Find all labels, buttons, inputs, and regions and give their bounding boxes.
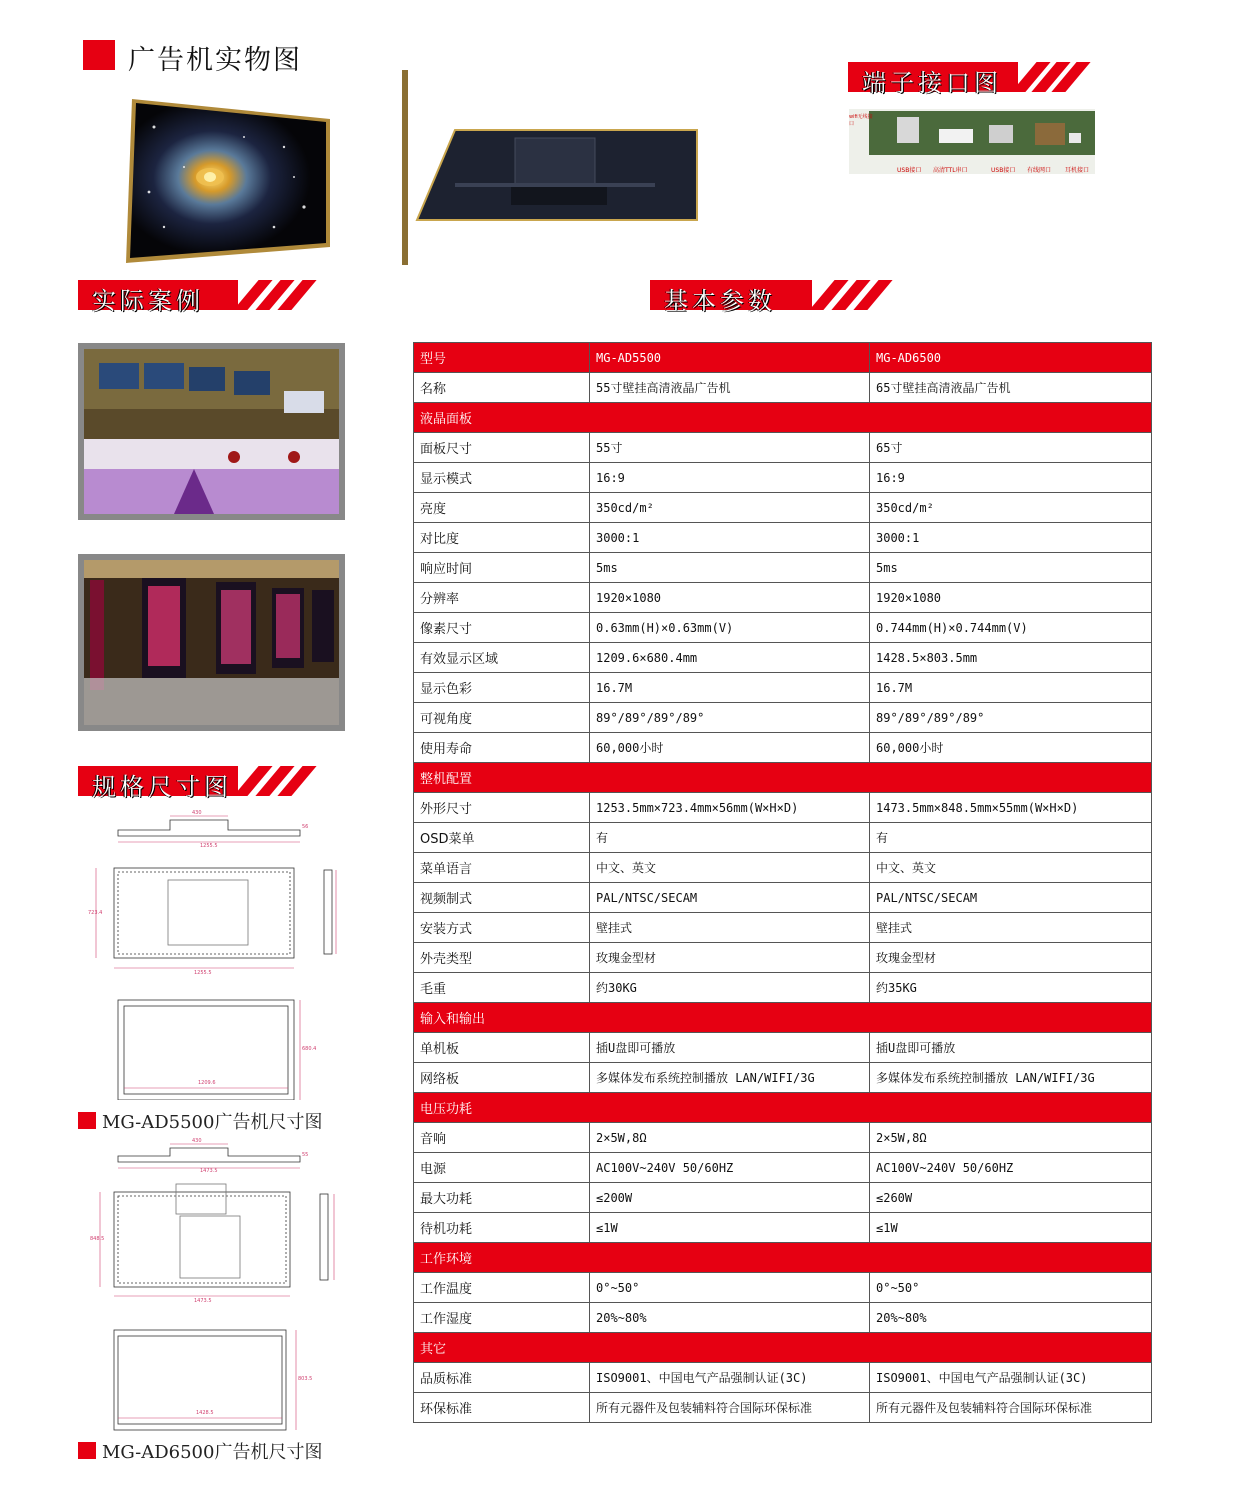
header-cell: MG-AD6500 [870, 343, 1152, 373]
param-value-cell: 5ms [590, 553, 870, 583]
param-value-cell: 壁挂式 [590, 913, 870, 943]
port-label: USB接口 [991, 167, 1016, 174]
param-value-cell: 1428.5×803.5mm [870, 643, 1152, 673]
param-value-cell: 55寸壁挂高清液晶广告机 [590, 373, 870, 403]
dimensions-banner [78, 766, 238, 801]
param-value-cell: 350cd/m² [870, 493, 1152, 523]
param-value-cell: PAL/NTSC/SECAM [590, 883, 870, 913]
param-value-cell: 16:9 [590, 463, 870, 493]
dim-label: 723.4 [88, 910, 103, 916]
param-value-cell: 壁挂式 [870, 913, 1152, 943]
port-label: USB接口 [897, 167, 922, 174]
param-value-cell: 约30KG [590, 973, 870, 1003]
section-label: 输入和输出 [414, 1003, 1152, 1033]
param-name-cell: 显示模式 [414, 463, 590, 493]
table-section-row [414, 403, 1152, 433]
cases-banner [78, 280, 238, 315]
param-name-cell: 有效显示区域 [414, 643, 590, 673]
port-label: wifi无线接口 [849, 114, 873, 127]
param-name-cell: 可视角度 [414, 703, 590, 733]
param-value-cell: AC100V~240V 50/60HZ [590, 1153, 870, 1183]
port-label: 耳机接口 [1065, 167, 1090, 174]
param-value-cell: PAL/NTSC/SECAM [870, 883, 1152, 913]
param-value-cell: 约35KG [870, 973, 1152, 1003]
section-label: 电压功耗 [414, 1093, 1152, 1123]
param-name-cell: 工作湿度 [414, 1303, 590, 1333]
table-row [414, 1153, 1152, 1183]
param-value-cell: 2×5W,8Ω [870, 1123, 1152, 1153]
table-row [414, 553, 1152, 583]
product-photo-front [124, 97, 332, 265]
param-name-cell: 毛重 [414, 973, 590, 1003]
dimensions-title: 规格尺寸图 [92, 773, 232, 801]
param-value-cell: 多媒体发布系统控制播放 LAN/WIFI/3G [590, 1063, 870, 1093]
table-row [414, 463, 1152, 493]
param-value-cell: 中文、英文 [870, 853, 1152, 883]
table-row [414, 943, 1152, 973]
param-value-cell: 89°/89°/89°/89° [870, 703, 1152, 733]
table-section-row [414, 763, 1152, 793]
param-name-cell: 品质标准 [414, 1363, 590, 1393]
param-name-cell: 外形尺寸 [414, 793, 590, 823]
param-value-cell: 1253.5mm×723.4mm×56mm(W×H×D) [590, 793, 870, 823]
param-value-cell: ≤200W [590, 1183, 870, 1213]
table-row [414, 643, 1152, 673]
param-name-cell: 分辨率 [414, 583, 590, 613]
dim-label: 803.5 [298, 1376, 313, 1382]
caption-marker [78, 1442, 96, 1459]
param-value-cell: 20%~80% [590, 1303, 870, 1333]
table-row [414, 1033, 1152, 1063]
caption-marker [78, 1112, 96, 1129]
param-value-cell: 16.7M [870, 673, 1152, 703]
dim-label: 1473.5 [194, 1298, 212, 1304]
ad6500-dimension-drawings [88, 1140, 358, 1435]
table-row [414, 433, 1152, 463]
param-name-cell: 使用寿命 [414, 733, 590, 763]
table-row [414, 613, 1152, 643]
table-row [414, 973, 1152, 1003]
table-section-row [414, 1003, 1152, 1033]
param-value-cell: 65寸壁挂高清液晶广告机 [870, 373, 1152, 403]
terminal-board-photo [849, 109, 1095, 174]
title-marker [83, 40, 115, 70]
param-name-cell: 对比度 [414, 523, 590, 553]
param-value-cell: 有 [870, 823, 1152, 853]
param-value-cell: 16.7M [590, 673, 870, 703]
terminal-interface-banner [848, 62, 1018, 97]
table-row [414, 493, 1152, 523]
param-name-cell: 音响 [414, 1123, 590, 1153]
param-value-cell: ISO9001、中国电气产品强制认证(3C) [870, 1363, 1152, 1393]
params-title: 基本参数 [664, 287, 776, 315]
section-label: 工作环境 [414, 1243, 1152, 1273]
table-row [414, 373, 1152, 403]
table-row [414, 1273, 1152, 1303]
param-name-cell: 电源 [414, 1153, 590, 1183]
param-value-cell: 2×5W,8Ω [590, 1123, 870, 1153]
dim-label: 430 [192, 1138, 202, 1144]
param-name-cell: 视频制式 [414, 883, 590, 913]
section-label: 其它 [414, 1333, 1152, 1363]
table-row [414, 1213, 1152, 1243]
table-row [414, 1123, 1152, 1153]
dim-label: 1255.5 [194, 970, 212, 976]
table-row [414, 823, 1152, 853]
table-row [414, 1183, 1152, 1213]
table-row [414, 883, 1152, 913]
param-value-cell: 3000:1 [590, 523, 870, 553]
param-name-cell: 安装方式 [414, 913, 590, 943]
param-value-cell: 350cd/m² [590, 493, 870, 523]
spec-table-body [414, 343, 1152, 1423]
ad5500-dimension-drawings [88, 810, 358, 1100]
dim-label: 1209.6 [198, 1080, 216, 1086]
dim-label: 1428.5 [196, 1410, 214, 1416]
param-value-cell: 5ms [870, 553, 1152, 583]
terminal-interface-title: 端子接口图 [862, 69, 1002, 97]
table-row [414, 733, 1152, 763]
param-name-cell: 显示色彩 [414, 673, 590, 703]
param-name-cell: 外壳类型 [414, 943, 590, 973]
param-value-cell: ≤1W [870, 1213, 1152, 1243]
param-value-cell: 20%~80% [870, 1303, 1152, 1333]
port-label: 有线网口 [1027, 167, 1052, 174]
param-name-cell: 工作温度 [414, 1273, 590, 1303]
spec-table [413, 342, 1152, 1423]
table-row [414, 1063, 1152, 1093]
dim-label: 55 [302, 1152, 309, 1158]
param-name-cell: 响应时间 [414, 553, 590, 583]
params-banner [650, 280, 812, 315]
param-value-cell: 60,000小时 [590, 733, 870, 763]
table-row [414, 913, 1152, 943]
table-section-row [414, 1243, 1152, 1273]
param-value-cell: ≤260W [870, 1183, 1152, 1213]
param-value-cell: 65寸 [870, 433, 1152, 463]
table-row [414, 1303, 1152, 1333]
dim-label: 680.4 [302, 1046, 317, 1052]
param-value-cell: 玫瑰金型材 [590, 943, 870, 973]
param-name-cell: 名称 [414, 373, 590, 403]
param-name-cell: 菜单语言 [414, 853, 590, 883]
dim-label: 1255.5 [200, 843, 218, 849]
param-value-cell: 0.744mm(H)×0.744mm(V) [870, 613, 1152, 643]
param-value-cell: 插U盘即可播放 [870, 1033, 1152, 1063]
param-name-cell: 面板尺寸 [414, 433, 590, 463]
table-row [414, 793, 1152, 823]
product-side-edge [402, 70, 408, 265]
port-label: 高清TTL串口 [933, 167, 968, 174]
param-value-cell: 60,000小时 [870, 733, 1152, 763]
param-value-cell: 0.63mm(H)×0.63mm(V) [590, 613, 870, 643]
param-value-cell: 所有元器件及包装辅料符合国际环保标准 [590, 1393, 870, 1423]
param-name-cell: 最大功耗 [414, 1183, 590, 1213]
table-section-row [414, 1333, 1152, 1363]
param-value-cell: 1209.6×680.4mm [590, 643, 870, 673]
dim-label: 56 [302, 824, 309, 830]
header-cell: 型号 [414, 343, 590, 373]
param-value-cell: 多媒体发布系统控制播放 LAN/WIFI/3G [870, 1063, 1152, 1093]
param-name-cell: 单机板 [414, 1033, 590, 1063]
table-row [414, 853, 1152, 883]
page-title: 广告机实物图 [128, 45, 302, 76]
table-row [414, 703, 1152, 733]
table-header-row [414, 343, 1152, 373]
param-value-cell: 1473.5mm×848.5mm×55mm(W×H×D) [870, 793, 1152, 823]
section-label: 液晶面板 [414, 403, 1152, 433]
table-row [414, 673, 1152, 703]
ad5500-caption: MG-AD5500广告机尺寸图 [102, 1112, 323, 1133]
param-value-cell: 有 [590, 823, 870, 853]
table-row [414, 1363, 1152, 1393]
cases-title: 实际案例 [92, 287, 204, 315]
param-value-cell: ISO9001、中国电气产品强制认证(3C) [590, 1363, 870, 1393]
param-name-cell: 环保标准 [414, 1393, 590, 1423]
table-row [414, 523, 1152, 553]
param-value-cell: 89°/89°/89°/89° [590, 703, 870, 733]
param-name-cell: 像素尺寸 [414, 613, 590, 643]
section-label: 整机配置 [414, 763, 1152, 793]
table-section-row [414, 1093, 1152, 1123]
table-row [414, 583, 1152, 613]
param-value-cell: 1920×1080 [870, 583, 1152, 613]
param-value-cell: 55寸 [590, 433, 870, 463]
param-name-cell: 待机功耗 [414, 1213, 590, 1243]
param-value-cell: 0°~50° [590, 1273, 870, 1303]
param-name-cell: 亮度 [414, 493, 590, 523]
param-value-cell: 16:9 [870, 463, 1152, 493]
param-value-cell: ≤1W [590, 1213, 870, 1243]
param-value-cell: AC100V~240V 50/60HZ [870, 1153, 1152, 1183]
param-value-cell: 插U盘即可播放 [590, 1033, 870, 1063]
header-cell: MG-AD5500 [590, 343, 870, 373]
dim-label: 430 [192, 810, 202, 816]
param-value-cell: 中文、英文 [590, 853, 870, 883]
ad6500-caption: MG-AD6500广告机尺寸图 [102, 1442, 323, 1463]
param-name-cell: OSD菜单 [414, 823, 590, 853]
product-photo-back [415, 128, 700, 222]
case-photo-ticket-office [78, 343, 345, 520]
table-row [414, 1393, 1152, 1423]
param-value-cell: 1920×1080 [590, 583, 870, 613]
param-value-cell: 3000:1 [870, 523, 1152, 553]
case-photo-lobby-displays [78, 554, 345, 731]
param-value-cell: 玫瑰金型材 [870, 943, 1152, 973]
param-value-cell: 所有元器件及包装辅料符合国际环保标准 [870, 1393, 1152, 1423]
param-value-cell: 0°~50° [870, 1273, 1152, 1303]
dim-label: 848.5 [90, 1236, 105, 1242]
param-name-cell: 网络板 [414, 1063, 590, 1093]
dim-label: 1473.5 [200, 1168, 218, 1174]
